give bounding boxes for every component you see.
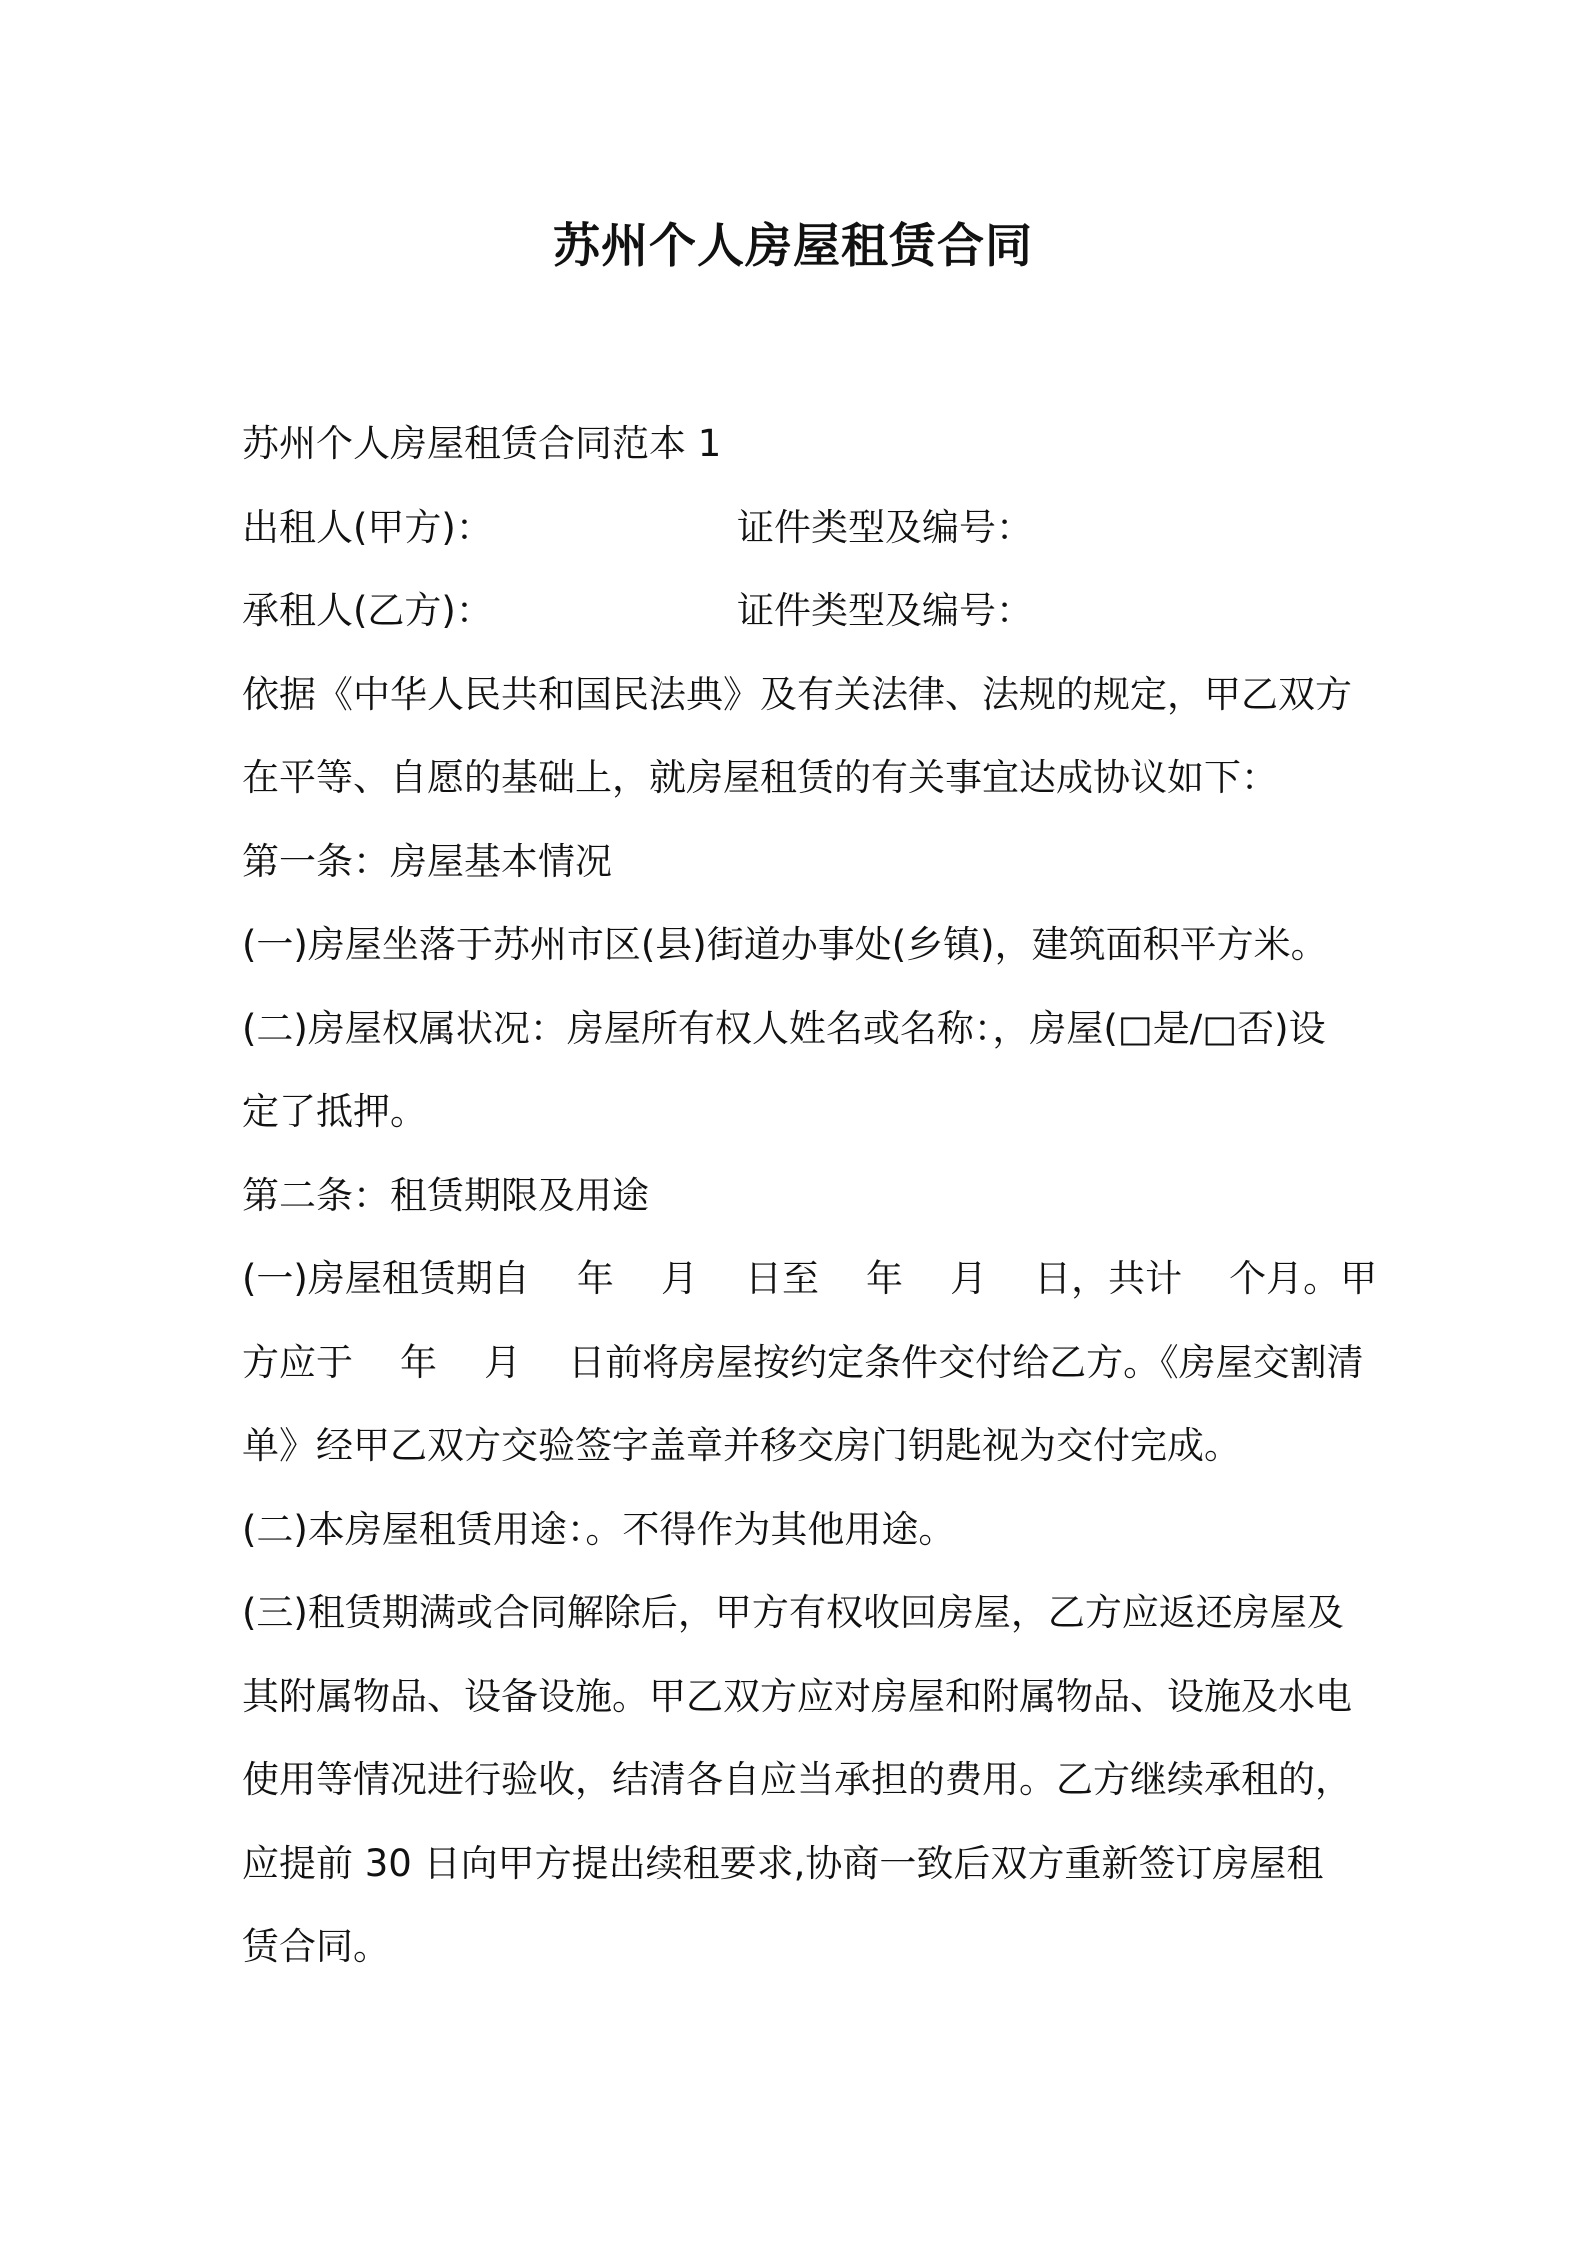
document-subtitle: 苏州个人房屋租赁合同范本 1 <box>242 422 722 465</box>
paragraph-line: (一)房屋租赁期自 年 月 日至 年 月 日，共计 个月。甲 <box>242 1257 1378 1300</box>
paragraph-line: 在平等、自愿的基础上，就房屋租赁的有关事宜达成协议如下： <box>242 756 1278 799</box>
lessor-label: 出租人(甲方)： <box>242 505 493 549</box>
lessee-row <box>242 569 1362 653</box>
lessor-row <box>242 486 1362 570</box>
paragraph-line: (一)房屋坐落于苏州市区(县)街道办事处(乡镇)，建筑面积平方米。 <box>242 923 1328 966</box>
lessee-id-label: 证件类型及编号： <box>737 589 1033 632</box>
paragraph-line: 单》经甲乙双方交验签字盖章并移交房门钥匙视为交付完成。 <box>242 1424 1241 1467</box>
lessor-id-label: 证件类型及编号： <box>737 505 1033 549</box>
paragraph-line: (二)房屋权属状况：房屋所有权人姓名或名称：，房屋(□是/□否)设 <box>242 1006 1326 1050</box>
document-body <box>242 402 1378 1989</box>
paragraph-line: 依据《中华人民共和国民法典》及有关法律、法规的规定，甲乙双方 <box>242 672 1352 716</box>
paragraph-line: (三)租赁期满或合同解除后，甲方有权收回房屋，乙方应返还房屋及 <box>242 1591 1344 1634</box>
article-heading: 第一条：房屋基本情况 <box>242 839 612 883</box>
paragraph-line: (二)本房屋租赁用途：。不得作为其他用途。 <box>242 1507 956 1551</box>
paragraph-line: 其附属物品、设备设施。甲乙双方应对房屋和附属物品、设施及水电 <box>242 1674 1352 1718</box>
article-heading: 第二条：租赁期限及用途 <box>242 1173 649 1217</box>
document-title: 苏州个人房屋租赁合同 <box>553 219 1033 274</box>
paragraph-line: 定了抵押。 <box>242 1090 427 1133</box>
paragraph-line: 应提前 30 日向甲方提出续租要求,协商一致后双方重新签订房屋租 <box>242 1841 1324 1885</box>
paragraph-line: 使用等情况进行验收，结清各自应当承担的费用。乙方继续承租的， <box>242 1758 1352 1801</box>
paragraph-line: 赁合同。 <box>242 1925 390 1968</box>
paragraph-line: 方应于 年 月 日前将房屋按约定条件交付给乙方。《房屋交割清 <box>242 1340 1364 1384</box>
lessee-label: 承租人(乙方)： <box>242 589 493 632</box>
